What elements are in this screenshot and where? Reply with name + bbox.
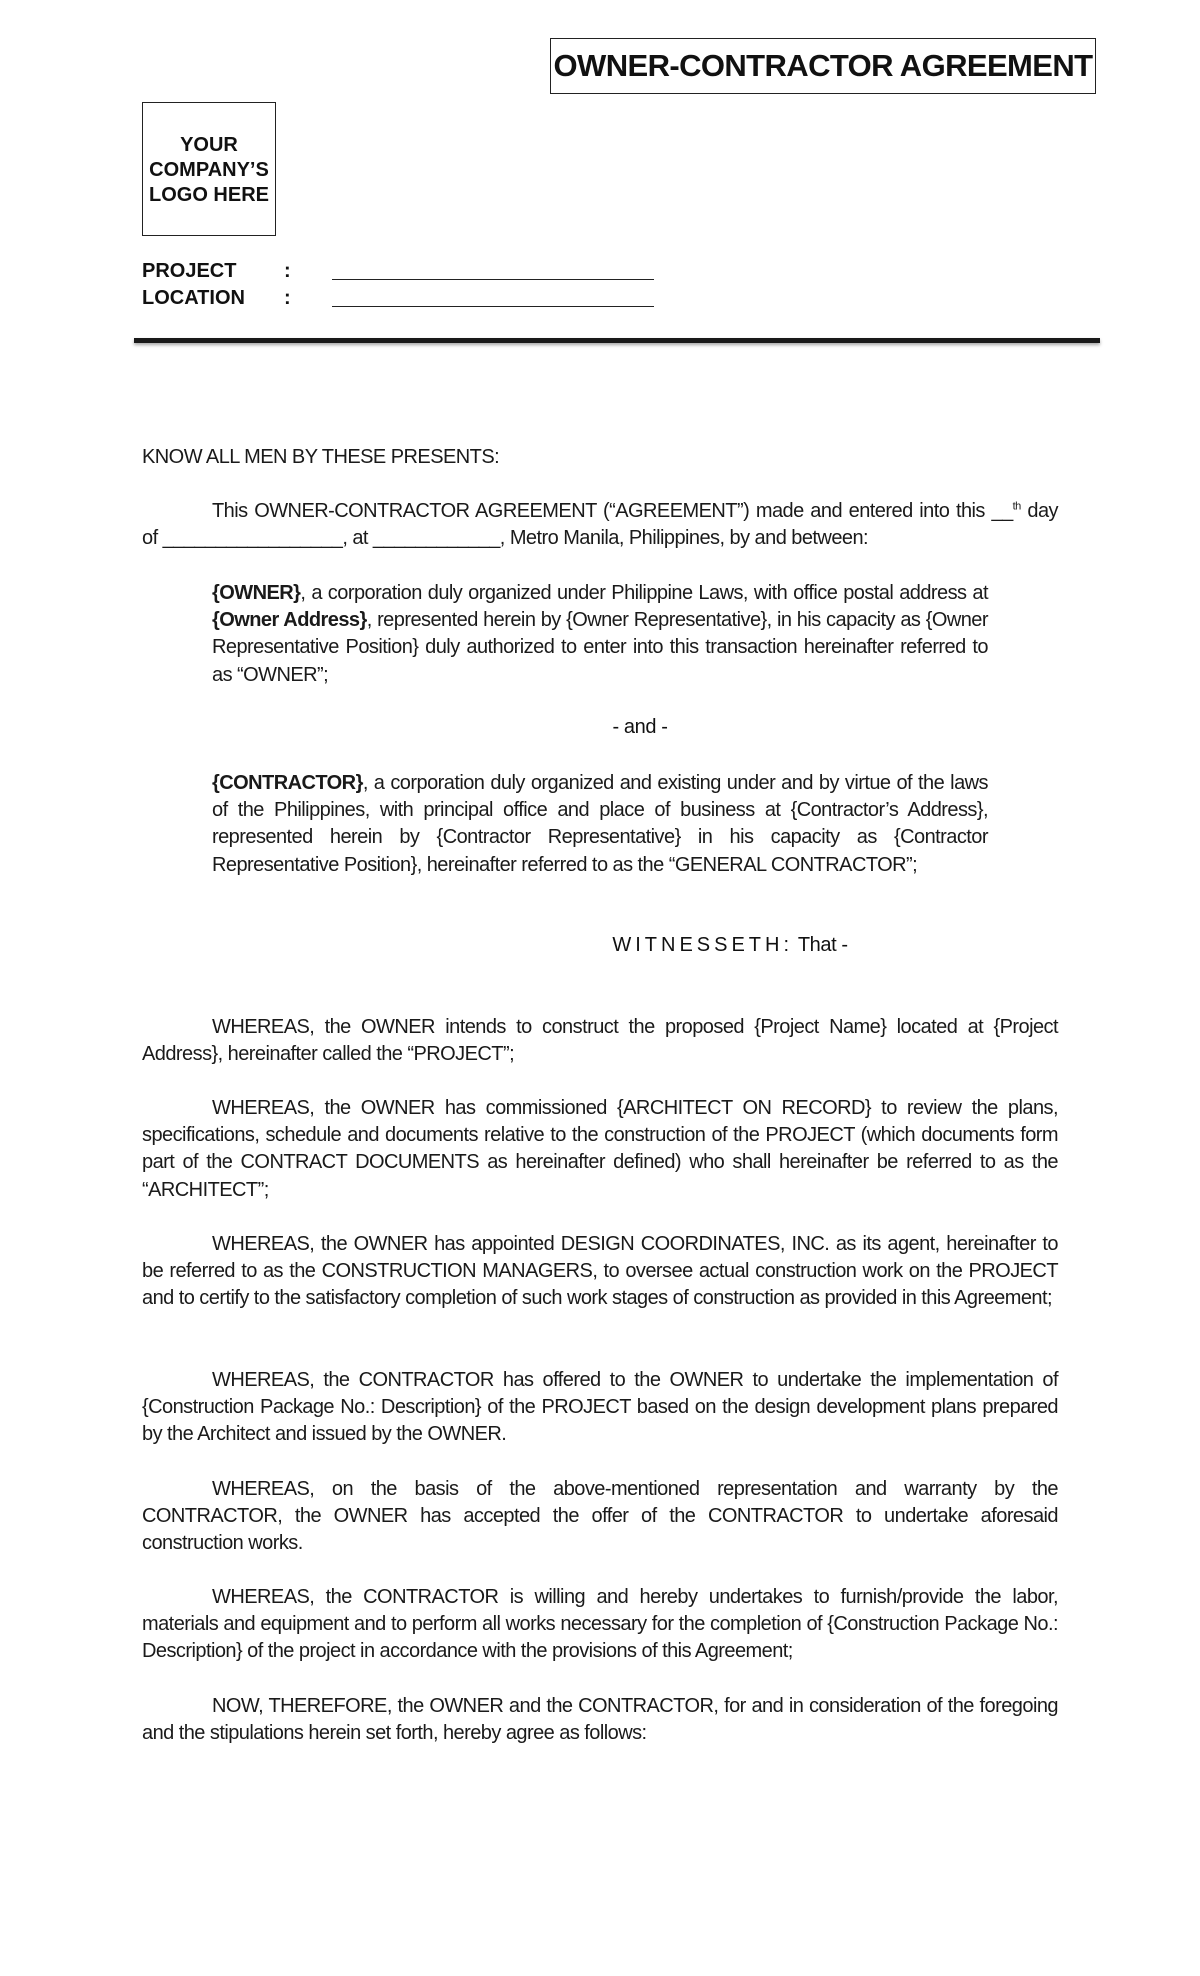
whereas-paragraph: WHEREAS, the OWNER has appointed DESIGN COORDINATES, INC. as its agent, hereinafter to be referred to as the CONSTRUCTION MANAGERS, to oversee actual construction work on the PROJECT and to certify to the satisfactory completion of such work stages of construction as provided in this Agreement; (142, 1233, 1058, 1310)
witnesseth-that: That - (797, 934, 848, 956)
whereas-paragraph: WHEREAS, the OWNER intends to construct the proposed {Project Name} located at {Project Address}, hereinafter called the “PROJECT”; (142, 1016, 1058, 1066)
location-blank-line (332, 306, 654, 307)
document-title-box (550, 38, 1096, 94)
witnesseth-word: WITNESSETH: (612, 934, 794, 956)
intro-text-1: This OWNER-CONTRACTOR AGREEMENT (“AGREEMENT”) made and entered into this __ (212, 500, 1013, 522)
logo-line: LOGO HERE (148, 183, 269, 206)
whereas-paragraph: WHEREAS, the OWNER has commissioned {ARCHITECT ON RECORD} to review the plans, specifications, schedule and documents relative to the construction of the PROJECT (which documents form part of the CONTRACT DOCUMENTS as hereinafter defined) who shall hereinafter be referred to as the “ARCHITECT”; (142, 1097, 1058, 1201)
owner-text-2: , represented herein by {Owner Representative}, in his capacity as {Owner Representative Position} duly authorized to enter into this transaction hereinafter referred to as “OWNER”; (212, 609, 988, 686)
company-logo-placeholder (142, 102, 276, 236)
intro-superscript: th (1012, 500, 1021, 513)
contractor-name: {CONTRACTOR} (212, 772, 363, 794)
owner-paragraph (212, 580, 988, 689)
logo-line: YOUR (180, 133, 238, 156)
project-colon: : (284, 260, 291, 282)
project-field (142, 258, 662, 284)
whereas-paragraph: WHEREAS, the CONTRACTOR is willing and hereby undertakes to furnish/provide the labor, materials and equipment and to perform all works necessary for the completion of {Construction Package No.: Description} of the project in accordance with the provisions of this Agreement; (142, 1586, 1058, 1663)
whereas-paragraph: WHEREAS, on the basis of the above-mentioned representation and warranty by the CONTRACTOR, the OWNER has accepted the offer of the CONTRACTOR to undertake aforesaid construction works. (142, 1478, 1058, 1555)
intro-paragraph (142, 498, 1058, 552)
location-label: LOCATION (142, 287, 245, 309)
contractor-paragraph (212, 770, 988, 879)
contractor-text: , a corporation duly organized and existing under and by virtue of the laws of the Philippines, with principal office and place of business at {Contractor’s Address}, represented herein by {Contractor Representative} in his capacity as {Contractor Representative Position}, hereinafter referred to as the “GENERAL CONTRACTOR”; (212, 772, 988, 876)
project-blank-line (332, 279, 654, 280)
whereas-paragraph: WHEREAS, the CONTRACTOR has offered to the OWNER to undertake the implementation of {Construction Package No.: Description} of the PROJECT based on the design development plans prepared by the Architect and issued by the OWNER. (142, 1369, 1058, 1446)
location-field (142, 285, 662, 311)
owner-name: {OWNER} (212, 582, 301, 604)
owner-text-1: , a corporation duly organized under Philippine Laws, with office postal address at (300, 582, 988, 604)
project-label: PROJECT (142, 260, 237, 282)
header-divider (134, 338, 1100, 343)
location-colon: : (284, 287, 291, 309)
know-all-men: KNOW ALL MEN BY THESE PRESENTS: (142, 446, 500, 468)
witnesseth-heading (290, 934, 1170, 957)
intro-text-2: day of _________________, at ____________, Metro Manila, Philippines, by and between: (142, 500, 1058, 550)
and-separator: - and - (612, 716, 668, 738)
logo-line: COMPANY’S (149, 158, 269, 181)
now-therefore-paragraph: NOW, THEREFORE, the OWNER and the CONTRACTOR, for and in consideration of the foregoing and the stipulations herein set forth, hereby agree as follows: (142, 1695, 1058, 1745)
document-title: OWNER-CONTRACTOR AGREEMENT (553, 48, 1093, 83)
owner-address: {Owner Address} (212, 609, 367, 632)
